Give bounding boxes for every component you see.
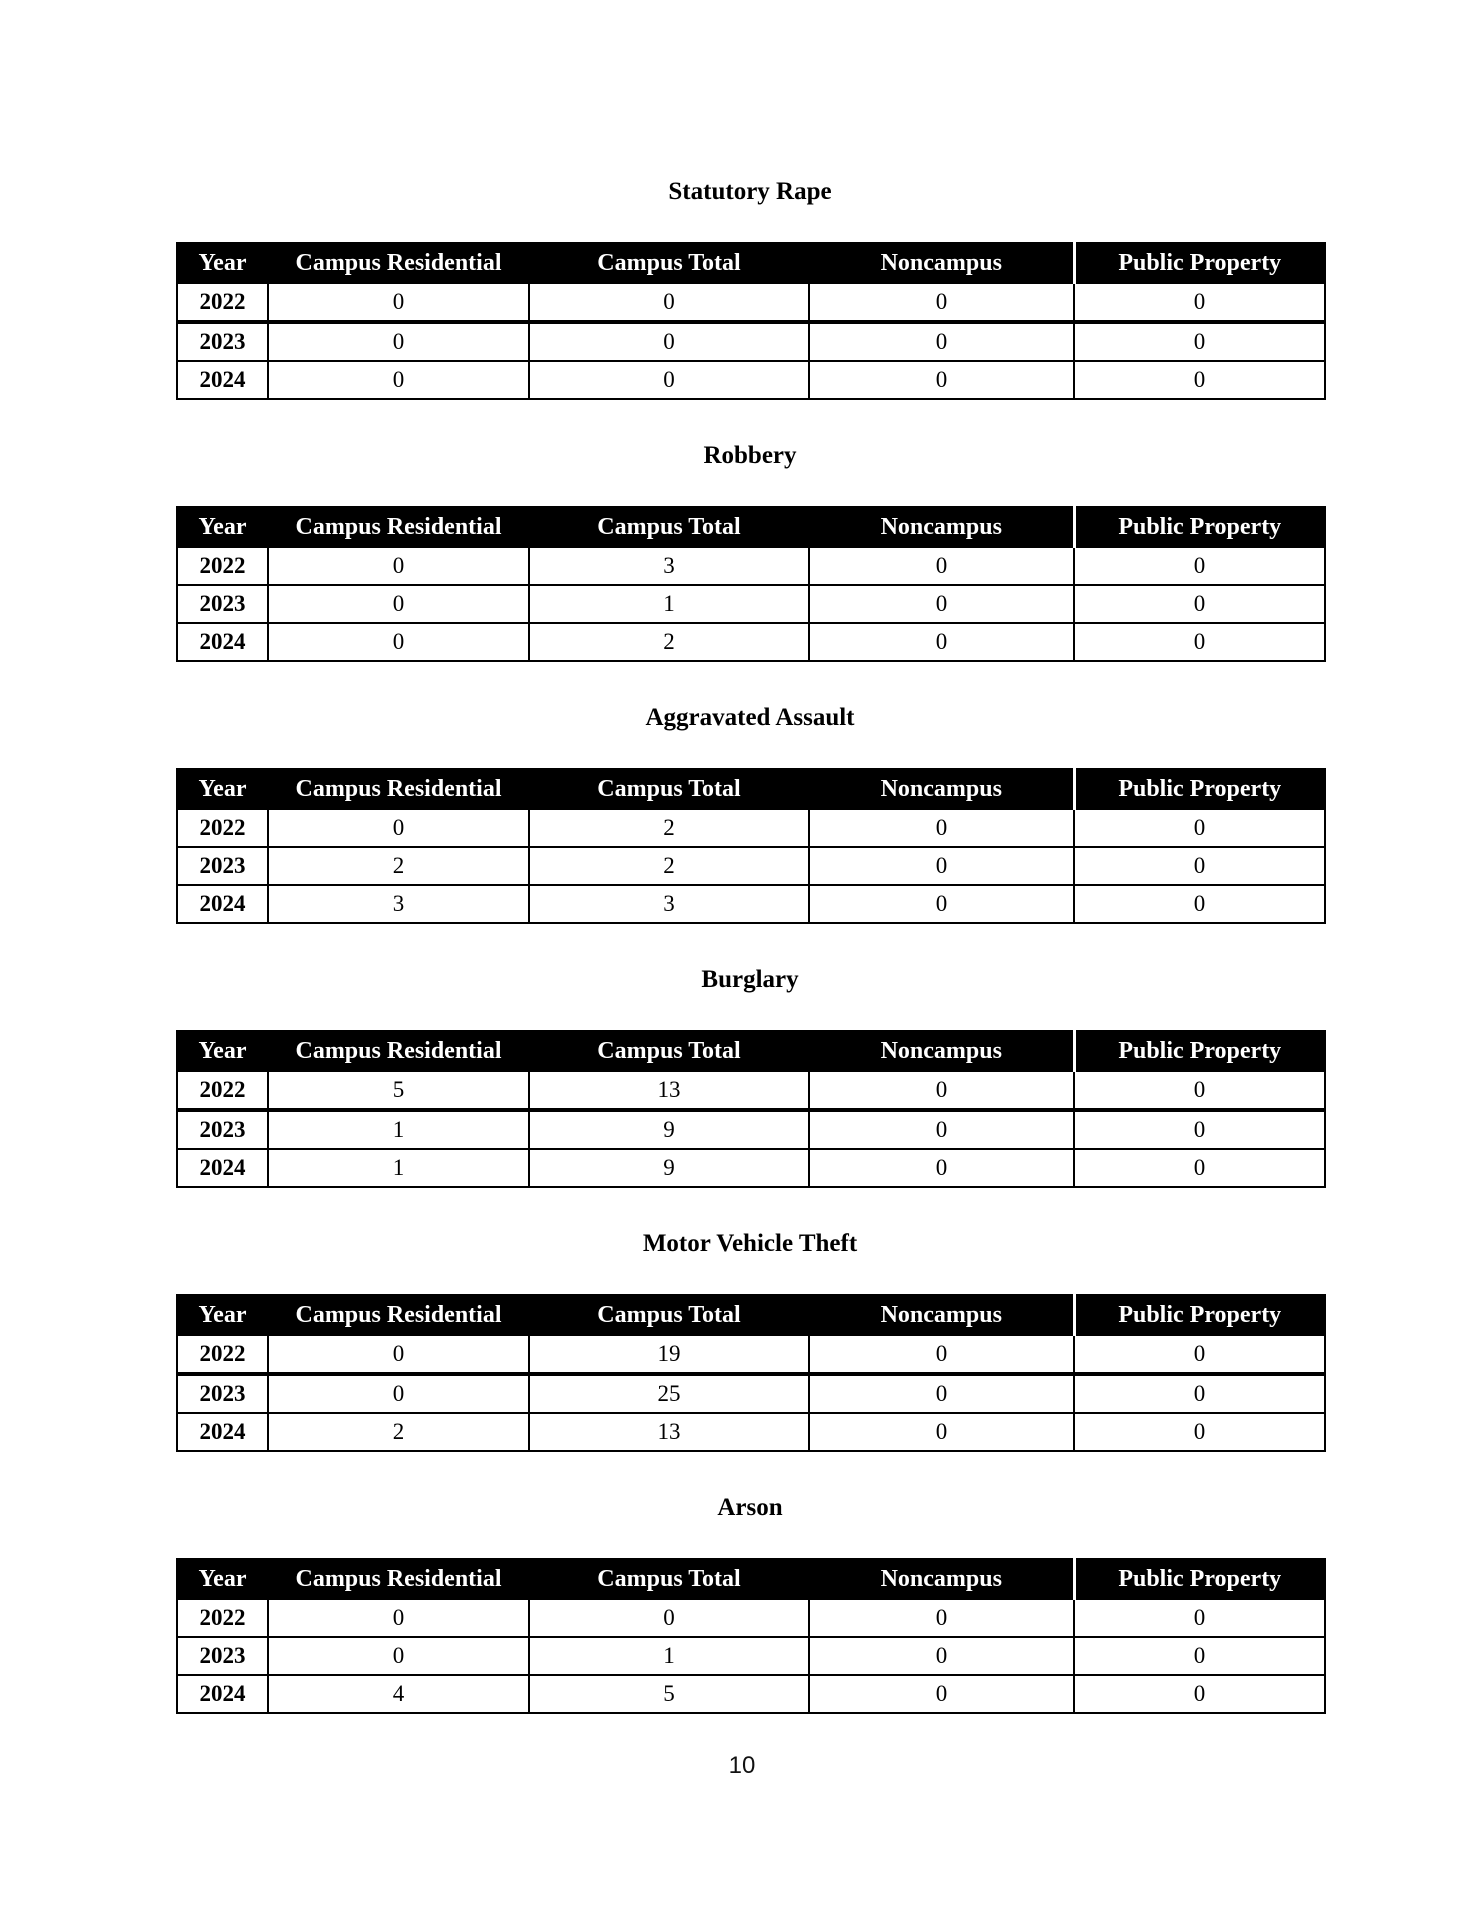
value-cell: 0 (809, 547, 1074, 585)
value-cell: 0 (1074, 1374, 1325, 1413)
year-cell: 2024 (177, 1413, 268, 1451)
value-cell: 5 (529, 1675, 809, 1713)
year-cell: 2024 (177, 1149, 268, 1187)
value-cell: 0 (809, 1335, 1074, 1374)
year-cell: 2023 (177, 322, 268, 361)
value-cell: 0 (809, 809, 1074, 847)
value-cell: 0 (529, 1599, 809, 1637)
value-cell: 0 (809, 1675, 1074, 1713)
table-row (177, 1413, 1325, 1451)
table-title: Aggravated Assault (645, 704, 855, 731)
crime-section (176, 704, 1324, 924)
value-cell: 0 (809, 1071, 1074, 1110)
column-header: Public Property (1074, 243, 1325, 283)
column-header: Campus Residential (268, 507, 529, 547)
crime-section (176, 1230, 1324, 1452)
table-title: Burglary (701, 966, 799, 993)
year-cell: 2024 (177, 885, 268, 923)
table-header-row (177, 1559, 1325, 1599)
column-header: Campus Total (529, 1295, 809, 1335)
value-cell: 3 (529, 885, 809, 923)
value-cell: 0 (1074, 322, 1325, 361)
column-header: Year (177, 243, 268, 283)
table-row (177, 1335, 1325, 1374)
value-cell: 0 (268, 585, 529, 623)
value-cell: 0 (809, 1599, 1074, 1637)
value-cell: 0 (1074, 1335, 1325, 1374)
value-cell: 0 (809, 585, 1074, 623)
value-cell: 0 (1074, 283, 1325, 322)
year-cell: 2024 (177, 1675, 268, 1713)
table-header-row (177, 1031, 1325, 1071)
value-cell: 0 (268, 623, 529, 661)
value-cell: 0 (809, 361, 1074, 399)
column-header: Year (177, 1559, 268, 1599)
table-header-row (177, 507, 1325, 547)
value-cell: 2 (268, 1413, 529, 1451)
value-cell: 0 (1074, 1149, 1325, 1187)
value-cell: 9 (529, 1149, 809, 1187)
column-header: Noncampus (809, 243, 1074, 283)
table-title: Statutory Rape (668, 178, 832, 205)
table-row (177, 885, 1325, 923)
column-header: Noncampus (809, 1295, 1074, 1335)
value-cell: 13 (529, 1413, 809, 1451)
value-cell: 0 (809, 1637, 1074, 1675)
table-row (177, 585, 1325, 623)
table-header-row (177, 1295, 1325, 1335)
value-cell: 2 (529, 809, 809, 847)
value-cell: 0 (268, 809, 529, 847)
column-header: Public Property (1074, 1295, 1325, 1335)
value-cell: 1 (529, 585, 809, 623)
value-cell: 0 (268, 283, 529, 322)
value-cell: 2 (529, 847, 809, 885)
value-cell: 0 (809, 322, 1074, 361)
column-header: Campus Total (529, 507, 809, 547)
table-row (177, 361, 1325, 399)
table-row (177, 1110, 1325, 1149)
crime-section (176, 966, 1324, 1188)
value-cell: 0 (1074, 361, 1325, 399)
value-cell: 0 (1074, 847, 1325, 885)
value-cell: 0 (268, 1335, 529, 1374)
value-cell: 0 (809, 623, 1074, 661)
column-header: Campus Residential (268, 769, 529, 809)
value-cell: 0 (809, 1413, 1074, 1451)
value-cell: 0 (1074, 585, 1325, 623)
column-header: Campus Residential (268, 1031, 529, 1071)
value-cell: 0 (268, 1637, 529, 1675)
column-header: Public Property (1074, 1031, 1325, 1071)
column-header: Public Property (1074, 769, 1325, 809)
value-cell: 0 (1074, 1637, 1325, 1675)
crime-section (176, 178, 1324, 400)
crime-section (176, 442, 1324, 662)
value-cell: 0 (1074, 623, 1325, 661)
value-cell: 0 (268, 547, 529, 585)
year-cell: 2022 (177, 809, 268, 847)
value-cell: 1 (268, 1110, 529, 1149)
year-cell: 2024 (177, 623, 268, 661)
table-title: Robbery (703, 442, 797, 469)
crime-table (176, 768, 1326, 924)
crime-table (176, 506, 1326, 662)
crime-table (176, 1558, 1326, 1714)
value-cell: 5 (268, 1071, 529, 1110)
value-cell: 0 (1074, 547, 1325, 585)
column-header: Year (177, 1031, 268, 1071)
value-cell: 0 (1074, 1071, 1325, 1110)
value-cell: 0 (268, 1374, 529, 1413)
crime-statistics-tables (176, 0, 1324, 1756)
column-header: Noncampus (809, 507, 1074, 547)
year-cell: 2022 (177, 283, 268, 322)
table-row (177, 809, 1325, 847)
column-header: Campus Residential (268, 243, 529, 283)
value-cell: 1 (268, 1149, 529, 1187)
table-row (177, 1675, 1325, 1713)
value-cell: 2 (529, 623, 809, 661)
table-row (177, 1071, 1325, 1110)
value-cell: 0 (809, 885, 1074, 923)
value-cell: 0 (1074, 809, 1325, 847)
table-row (177, 847, 1325, 885)
page-number: 10 (728, 1752, 756, 1779)
column-header: Campus Total (529, 769, 809, 809)
value-cell: 4 (268, 1675, 529, 1713)
column-header: Year (177, 769, 268, 809)
table-row (177, 1599, 1325, 1637)
column-header: Campus Residential (268, 1559, 529, 1599)
value-cell: 2 (268, 847, 529, 885)
year-cell: 2022 (177, 1335, 268, 1374)
value-cell: 1 (529, 1637, 809, 1675)
crime-table (176, 1030, 1326, 1188)
value-cell: 0 (809, 1374, 1074, 1413)
table-row (177, 1374, 1325, 1413)
year-cell: 2023 (177, 1110, 268, 1149)
value-cell: 0 (1074, 1599, 1325, 1637)
table-row (177, 283, 1325, 322)
table-row (177, 547, 1325, 585)
year-cell: 2024 (177, 361, 268, 399)
value-cell: 0 (1074, 1110, 1325, 1149)
value-cell: 0 (809, 1110, 1074, 1149)
column-header: Campus Total (529, 243, 809, 283)
value-cell: 13 (529, 1071, 809, 1110)
column-header: Campus Residential (268, 1295, 529, 1335)
value-cell: 9 (529, 1110, 809, 1149)
crime-section (176, 1494, 1324, 1714)
value-cell: 19 (529, 1335, 809, 1374)
column-header: Public Property (1074, 507, 1325, 547)
table-row (177, 1149, 1325, 1187)
column-header: Campus Total (529, 1031, 809, 1071)
crime-table (176, 242, 1326, 400)
value-cell: 0 (809, 283, 1074, 322)
table-header-row (177, 769, 1325, 809)
value-cell: 0 (268, 361, 529, 399)
column-header: Public Property (1074, 1559, 1325, 1599)
value-cell: 3 (529, 547, 809, 585)
value-cell: 0 (529, 361, 809, 399)
value-cell: 0 (529, 283, 809, 322)
column-header: Noncampus (809, 769, 1074, 809)
crime-table (176, 1294, 1326, 1452)
year-cell: 2023 (177, 847, 268, 885)
value-cell: 25 (529, 1374, 809, 1413)
value-cell: 0 (529, 322, 809, 361)
table-title: Arson (717, 1494, 783, 1521)
column-header: Year (177, 1295, 268, 1335)
value-cell: 0 (268, 1599, 529, 1637)
value-cell: 3 (268, 885, 529, 923)
year-cell: 2022 (177, 1599, 268, 1637)
year-cell: 2022 (177, 547, 268, 585)
value-cell: 0 (1074, 885, 1325, 923)
table-row (177, 322, 1325, 361)
year-cell: 2022 (177, 1071, 268, 1110)
value-cell: 0 (809, 1149, 1074, 1187)
table-row (177, 1637, 1325, 1675)
value-cell: 0 (809, 847, 1074, 885)
column-header: Noncampus (809, 1031, 1074, 1071)
value-cell: 0 (1074, 1413, 1325, 1451)
column-header: Noncampus (809, 1559, 1074, 1599)
year-cell: 2023 (177, 585, 268, 623)
column-header: Year (177, 507, 268, 547)
column-header: Campus Total (529, 1559, 809, 1599)
table-title: Motor Vehicle Theft (642, 1230, 858, 1257)
year-cell: 2023 (177, 1637, 268, 1675)
table-header-row (177, 243, 1325, 283)
table-row (177, 623, 1325, 661)
year-cell: 2023 (177, 1374, 268, 1413)
value-cell: 0 (1074, 1675, 1325, 1713)
value-cell: 0 (268, 322, 529, 361)
